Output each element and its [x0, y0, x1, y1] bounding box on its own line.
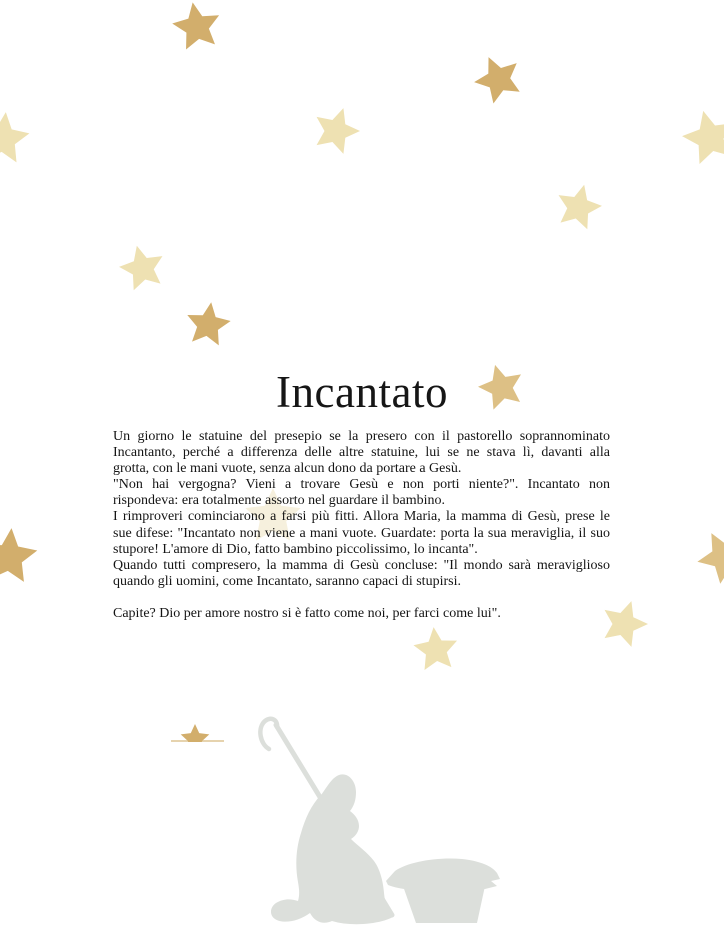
page-title: Incantato [276, 367, 448, 418]
gold-star-icon [114, 240, 171, 297]
story-line: Capite? Dio per amore nostro si è fatto come noi, per farci come lui". [113, 605, 501, 621]
story-line: Incantanto, perché a differenza delle altre statuine, lui se ne stava lì, davanti alla [113, 445, 610, 461]
story-line: Un giorno le statuine del presepio se la presero con il pastorello soprannominato [113, 429, 610, 444]
gold-line [171, 740, 224, 742]
gold-star-icon [411, 625, 462, 676]
story-line: I rimproveri cominciarono a farsi più fitti. Allora Maria, la mamma di Gesù, prese le [113, 509, 610, 525]
gold-star-icon [687, 520, 724, 593]
gold-star-icon [0, 109, 33, 168]
story-line: "Non hai vergogna? Vieni a trovare Gesù e non porti niente?". Incantato non [113, 477, 610, 493]
story-line: Quando tutti compresero, la mamma di Gesù concluse: "Il mondo sarà meraviglioso [113, 557, 610, 573]
gold-star-icon [550, 179, 607, 236]
story-text [113, 429, 610, 622]
gold-star-icon [168, 0, 226, 56]
gold-star-icon [466, 47, 531, 112]
story-line: rispondeva: era totalmente assorto nel guardare il bambino. [113, 493, 446, 509]
gold-star-icon [0, 526, 40, 589]
story-line: grotta, con le mani vuote, senza alcun dono da portare a Gesù. [113, 461, 462, 477]
gold-star-icon [182, 299, 234, 351]
gold-star-icon [306, 101, 366, 161]
story-line: sue difese: "Incantato non viene a mani vuote. Guardate: porta la sua meraviglia, il suo [113, 525, 610, 541]
shepherd-and-manger-silhouette-icon [240, 700, 520, 942]
story-line: quando gli uomini, come Incantato, saranno capaci di stupirsi. [113, 573, 461, 589]
gold-star-icon [676, 104, 724, 172]
story-line: stupore! L'amore di Dio, fatto bambino piccolissimo, lo incanta". [113, 541, 478, 557]
